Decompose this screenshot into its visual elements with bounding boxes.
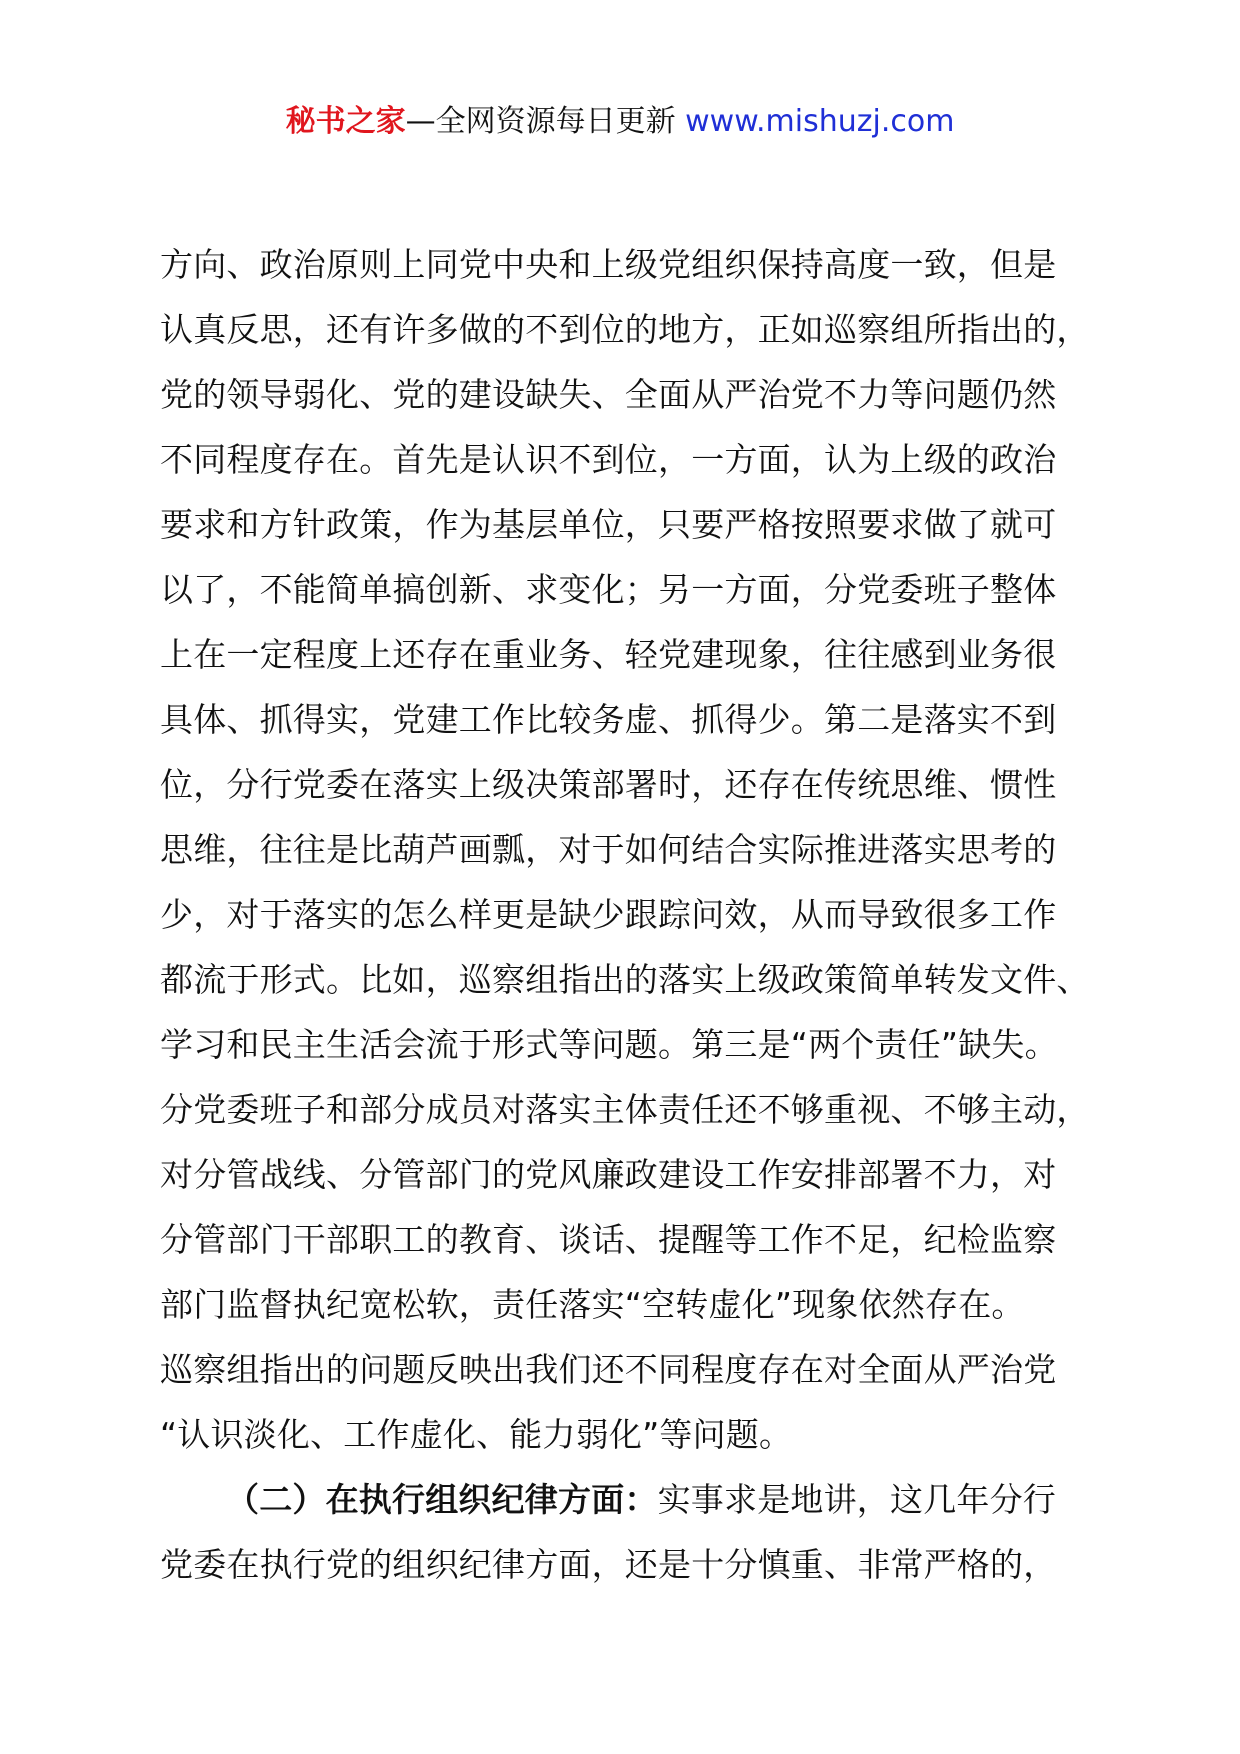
section-2-text: 实事求是地讲，这几年分行 (657, 1480, 1057, 1519)
header-slogan: —全网资源每日更新 (405, 104, 686, 139)
paragraph-line: 学习和民主生活会流于形式等问题。第三是“两个责任”缺失。 (160, 1025, 1058, 1064)
paragraph-line: 部门监督执纪宽松软，责任落实“空转虚化”现象依然存在。 (160, 1285, 1025, 1324)
paragraph-line: 都流于形式。比如，巡察组指出的落实上级政策简单转发文件、 (160, 960, 1090, 999)
paragraph-line: 方向、政治原则上同党中央和上级党组织保持高度一致，但是 (160, 245, 1057, 284)
paragraph-line: 分管部门干部职工的教育、谈话、提醒等工作不足，纪检监察 (160, 1220, 1057, 1259)
section-2-first-line (160, 1467, 1110, 1532)
header-site-url[interactable]: www.mishuzj.com (685, 104, 955, 139)
paragraph-line: 党委在执行党的组织纪律方面，还是十分慎重、非常严格的， (160, 1545, 1057, 1584)
paragraph-line: 分党委班子和部分成员对落实主体责任还不够重视、不够主动， (160, 1090, 1090, 1129)
paragraph-line: 位，分行党委在落实上级决策部署时，还存在传统思维、惯性 (160, 765, 1057, 804)
paragraph-line: 思维，往往是比葫芦画瓢，对于如何结合实际推进落实思考的 (160, 830, 1057, 869)
paragraph-line: 具体、抓得实，党建工作比较务虚、抓得少。第二是落实不到 (160, 700, 1057, 739)
section-2-heading: （二）在执行组织纪律方面： (226, 1480, 658, 1519)
paragraph-line: “认识淡化、工作虚化、能力弱化”等问题。 (160, 1415, 793, 1454)
page-header (0, 102, 1240, 142)
paragraph-line: 要求和方针政策，作为基层单位，只要严格按照要求做了就可 (160, 505, 1057, 544)
header-brand: 秘书之家 (285, 104, 406, 139)
paragraph-line: 巡察组指出的问题反映出我们还不同程度存在对全面从严治党 (160, 1350, 1057, 1389)
paragraph-line: 党的领导弱化、党的建设缺失、全面从严治党不力等问题仍然 (160, 375, 1057, 414)
paragraph-line: 对分管战线、分管部门的党风廉政建设工作安排部署不力，对 (160, 1155, 1057, 1194)
paragraph-line: 不同程度存在。首先是认识不到位，一方面，认为上级的政治 (160, 440, 1057, 479)
paragraph-line: 少，对于落实的怎么样更是缺少跟踪问效，从而导致很多工作 (160, 895, 1057, 934)
paragraph-line: 以了，不能简单搞创新、求变化；另一方面，分党委班子整体 (160, 570, 1057, 609)
paragraph-line: 认真反思，还有许多做的不到位的地方，正如巡察组所指出的， (160, 310, 1090, 349)
body-text (160, 232, 1110, 1597)
paragraph-line: 上在一定程度上还存在重业务、轻党建现象，往往感到业务很 (160, 635, 1057, 674)
